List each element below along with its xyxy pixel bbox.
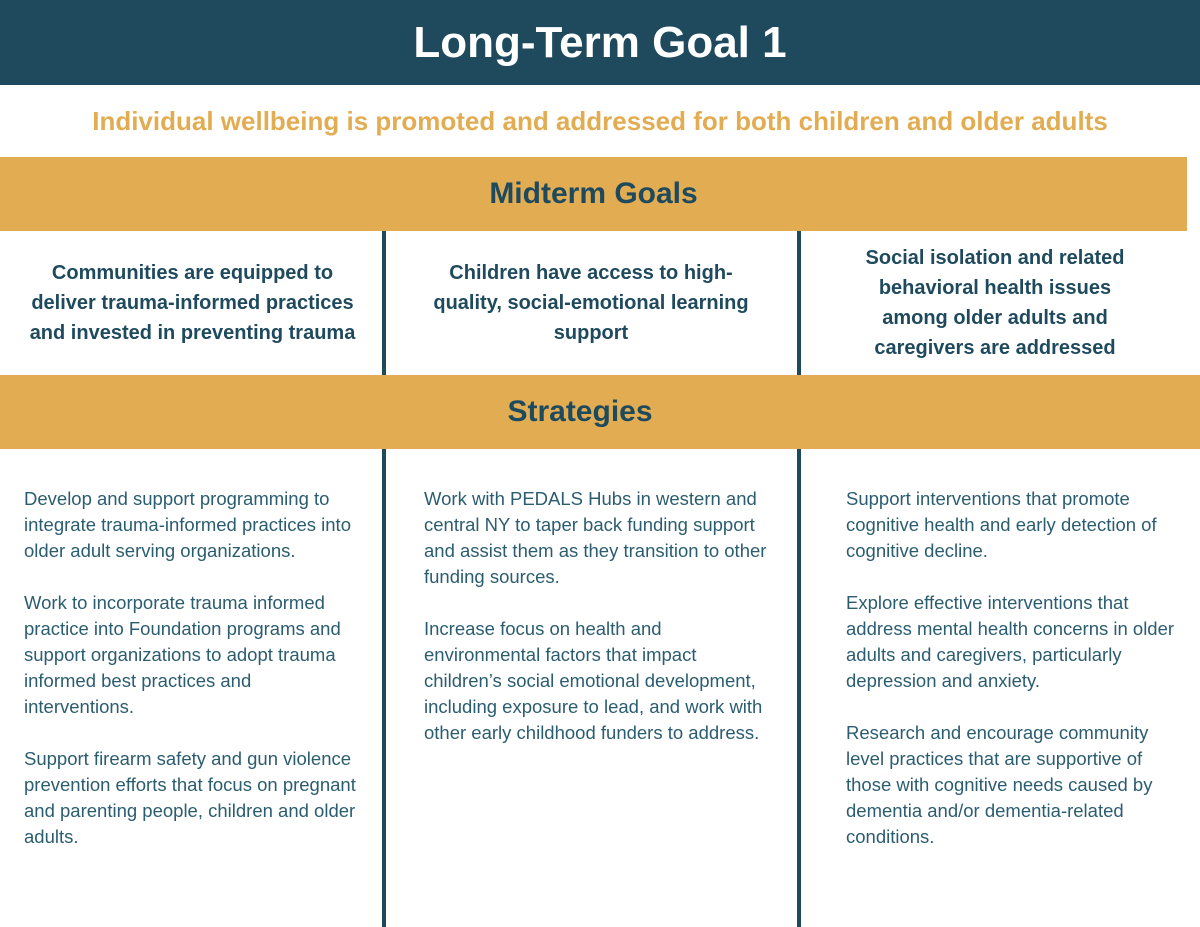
strategy-item: Research and encourage community level practices that are supportive of those with cognitive needs caused by dementia and/or dementia-related conditions. [846, 722, 1153, 847]
page-header [0, 0, 1200, 85]
column-divider-1 [382, 231, 386, 927]
midterm-goal-1 [20, 231, 365, 375]
strategies-column-3 [846, 486, 1186, 876]
midterm-goals-band [0, 157, 1187, 231]
midterm-goals-heading: Midterm Goals [489, 177, 698, 210]
page-title: Long-Term Goal 1 [413, 17, 787, 67]
strategy-item: Work with PEDALS Hubs in western and central NY to taper back funding support and assist them as they transition to other funding sources. [424, 488, 767, 587]
midterm-goal-1-text: Communities are equipped to deliver trauma-informed practices and invested in preventing trauma [29, 262, 356, 344]
midterm-goal-3-text: Social isolation and related behavioral health issues among older adults and caregivers are addressed [865, 247, 1125, 359]
strategy-item: Explore effective interventions that address mental health concerns in older adults and caregivers, particularly depression and anxiety. [846, 592, 1175, 691]
strategies-column-1 [24, 486, 364, 876]
strategy-item: Support firearm safety and gun violence prevention efforts that focus on pregnant and parenting people, children and older adults. [24, 748, 356, 847]
strategy-item: Increase focus on health and environmental factors that impact children’s social emotional development, including exposure to lead, and work with other early childhood funders to address. [424, 618, 763, 743]
strategy-item: Support interventions that promote cognitive health and early detection of cognitive decline. [846, 488, 1157, 561]
strategies-column-2 [424, 486, 769, 772]
long-term-goal-statement: Individual wellbeing is promoted and addressed for both children and older adults [92, 105, 1108, 136]
strategies-band [0, 375, 1200, 449]
strategies-heading: Strategies [507, 395, 653, 428]
strategy-item: Develop and support programming to integrate trauma-informed practices into older adult serving organizations. [24, 488, 351, 561]
strategy-item: Work to incorporate trauma informed practice into Foundation programs and support organizations to adopt trauma informed best practices and interventions. [24, 592, 341, 717]
midterm-goal-2-text: Children have access to high-quality, social-emotional learning support [433, 262, 749, 344]
column-divider-2 [797, 231, 801, 927]
midterm-goal-2 [430, 231, 752, 375]
midterm-goal-3 [845, 231, 1145, 375]
